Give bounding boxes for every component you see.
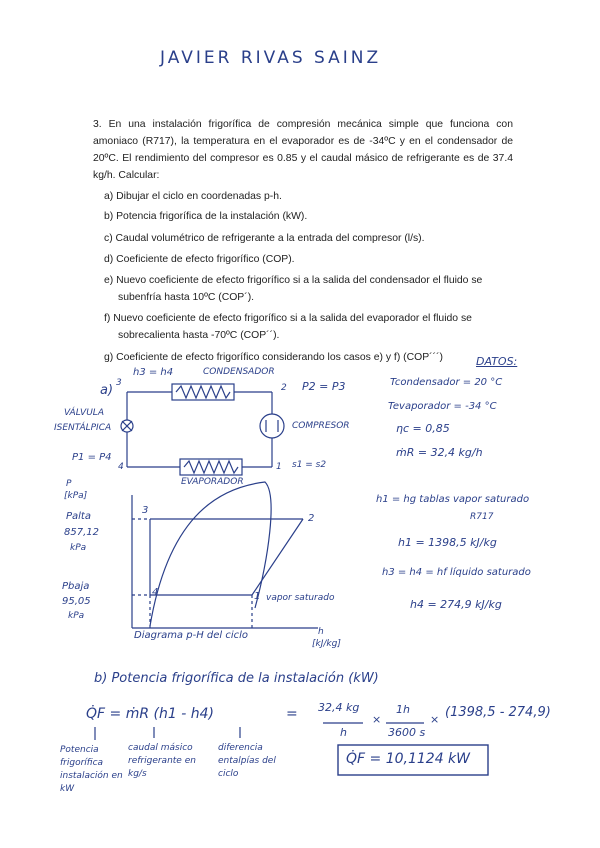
part-b-conv-num: 1h	[396, 703, 410, 716]
ph-compression-line	[252, 519, 303, 595]
ph-pbaja-unit: kPa	[68, 611, 85, 621]
part-b-formula: Q̇F = ṁR (h1 - h4)	[86, 706, 214, 722]
r717-note: R717	[470, 512, 494, 522]
ph-palta-unit: kPa	[70, 543, 87, 553]
h4-value: h4 = 274,9 kJ/kg	[410, 598, 502, 611]
node-2: 2	[281, 383, 287, 393]
problem-item-b: b) Potencia frigorífica de la instalación (kW).	[104, 211, 308, 222]
ph-palta-value: 857,12	[64, 527, 99, 538]
ph-h-axis-label: h	[318, 627, 324, 637]
note-diferencia: diferencia entalpías del ciclo	[218, 743, 276, 779]
problem-item-e-cont: subenfría hasta 10ºC (COP´).	[118, 292, 255, 303]
ph-p-axis-label: P	[66, 479, 72, 489]
part-b-diff: (1398,5 - 274,9)	[445, 705, 551, 720]
node-1: 1	[276, 462, 282, 472]
problem-item-f-cont: sobrecalienta hasta -70ºC (COP´´).	[118, 330, 280, 341]
part-b-conv-den: 3600 s	[388, 726, 426, 739]
problem-item-g: g) Coeficiente de efecto frigorífico considerando los casos e) y f) (COP´´´)	[104, 352, 443, 363]
part-b-mass-num: 32,4 kg	[318, 701, 360, 714]
part-b-equals: =	[286, 706, 298, 722]
problem-item-e: e) Nuevo coeficiente de efecto frigorífico si a la salida del condensador el fluido se	[104, 275, 483, 286]
valve-label: VÁLVULA	[64, 408, 104, 418]
datos-mass: ṁR = 32,4 kg/h	[396, 446, 483, 459]
h3-note: h3 = h4 = hf líquido saturado	[382, 567, 531, 578]
ph-node-1: 1	[254, 591, 261, 602]
problem-item-a: a) Dibujar el ciclo en coordenadas p-h.	[104, 191, 282, 202]
ph-node-3: 3	[142, 505, 149, 516]
ph-h-unit: [kJ/kg]	[312, 639, 341, 649]
part-b-times-2: ×	[430, 713, 440, 726]
compressor-label: COMPRESOR	[292, 421, 350, 431]
label-a: a)	[100, 383, 114, 398]
isentalpic-label: ISENTÁLPICA	[54, 423, 112, 433]
part-b-result: Q̇F = 10,1124 kW	[346, 751, 470, 767]
condenser-label: CONDENSADOR	[203, 367, 275, 377]
evaporator-label: EVAPORADOR	[181, 477, 244, 487]
part-b-title: b) Potencia frigorífica de la instalación (kW)	[94, 671, 379, 686]
author-name: JAVIER RIVAS SAINZ	[160, 48, 382, 68]
note-caudal: caudal másico refrigerante en kg/s	[128, 743, 196, 779]
note-potencia: Potencia frigorífica instalación en kW	[60, 745, 123, 794]
problem-item-f: f) Nuevo coeficiente de efecto frigorífico si a la salida del evaporador el fluido se	[104, 313, 472, 324]
part-b-times-1: ×	[372, 713, 382, 726]
ph-node-2: 2	[308, 513, 315, 524]
node-4: 4	[118, 462, 124, 472]
s1-s2-note: s1 = s2	[292, 460, 327, 470]
datos-eta: ηc = 0,85	[396, 422, 450, 435]
node-3: 3	[116, 378, 122, 388]
ph-node-4: 4	[152, 587, 159, 598]
problem-item-c: c) Caudal volumétrico de refrigerante a la entrada del compresor (l/s).	[104, 233, 425, 244]
datos-tcond: Tcondensador = 20 °C	[390, 377, 503, 388]
datos-title: DATOS:	[476, 355, 518, 368]
saturation-dome	[150, 482, 271, 626]
ph-palta: Palta	[66, 511, 91, 522]
problem-item-d: d) Coeficiente de efecto frigorífico (COP).	[104, 254, 295, 265]
h3-h4-note: h3 = h4	[133, 367, 174, 378]
h1-value: h1 = 1398,5 kJ/kg	[398, 536, 497, 549]
ph-vapor-note: vapor saturado	[266, 593, 335, 603]
h1-note: h1 = hg tablas vapor saturado	[376, 494, 530, 505]
problem-statement: 3. En una instalación frigorífica de compresión mecánica simple que funciona con amoniaco (R717), la temperatura en el evaporador es de -34ºC y en el condensador de 20ºC. El rendimiento del compresor es 0.85 y el caudal másico de refrigerante es de 37.4 kg/h. Calcular:	[93, 119, 513, 181]
ph-p-unit: [kPa]	[64, 491, 88, 501]
compressor-symbol	[260, 414, 284, 438]
datos-tevap: Tevaporador = -34 °C	[388, 401, 497, 412]
part-b-mass-den: h	[340, 726, 347, 739]
p2-p3-note: P2 = P3	[302, 380, 346, 393]
ph-caption: Diagrama p-H del ciclo	[134, 630, 249, 641]
ph-pbaja-value: 95,05	[62, 596, 91, 607]
ph-pbaja: Pbaja	[62, 581, 90, 592]
p1-p4-note: P1 = P4	[72, 452, 112, 463]
